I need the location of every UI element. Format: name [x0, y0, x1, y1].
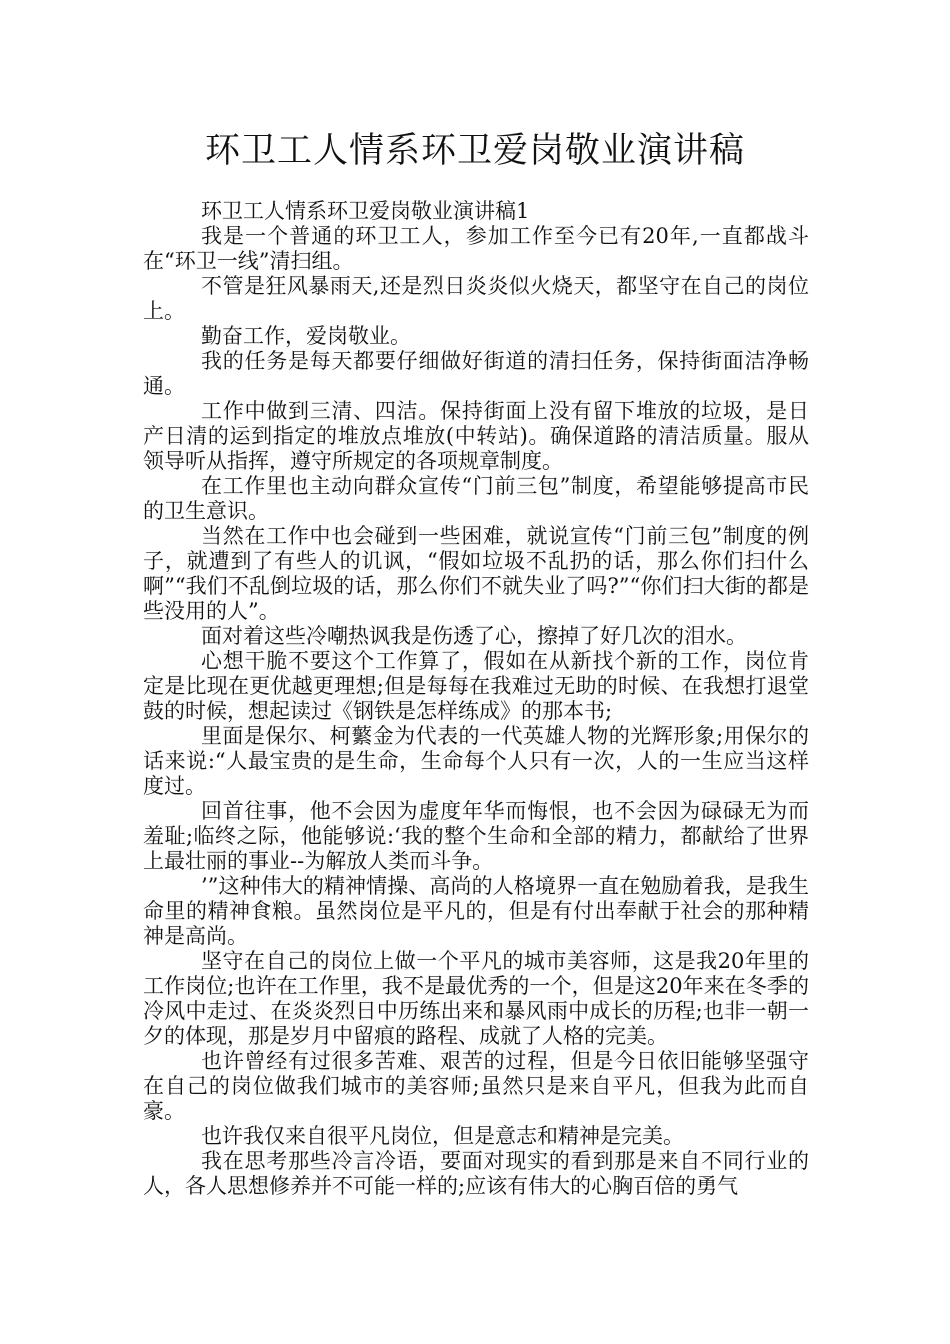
paragraph: 里面是保尔、柯蘩金为代表的一代英雄人物的光辉形象;用保尔的话来说:“人最宝贵的是生命，生命每个人只有一次，人的一生应当这样度过。	[143, 724, 809, 798]
document-title: 环卫工人情系环卫爱岗敬业演讲稿	[204, 131, 745, 171]
paragraph: 回首往事，他不会因为虚度年华而悔恨，也不会因为碌碌无为而羞耻;临终之际，他能够说:‘我的整个生命和全部的精力，都献给了世界上最壮丽的事业--为解放人类而斗争。	[143, 799, 809, 873]
paragraph: 也许我仅来自很平凡岗位，但是意志和精神是完美。	[201, 1124, 684, 1148]
paragraph: 不管是狂风暴雨天,还是烈日炎炎似火烧天，都坚守在自己的岗位上。	[143, 274, 809, 323]
paragraph: 在工作里也主动向群众宣传“门前三包”制度，希望能够提高市民的卫生意识。	[143, 474, 809, 523]
paragraph: 当然在工作中也会碰到一些困难，就说宣传“门前三包”制度的例子，就遭到了有些人的讥讽，“假如垃圾不乱扔的话，那么你们扫什么啊”“我们不乱倒垃圾的话，那么你们不就失业了吗?”“你们扫大街的都是些没用的人”。	[143, 524, 809, 623]
paragraph: 我是一个普通的环卫工人，参加工作至今已有20年,一直都战斗在“环卫一线”清扫组。	[143, 224, 809, 273]
paragraph: 勤奋工作，爱岗敬业。	[201, 324, 411, 348]
paragraph: 坚守在自己的岗位上做一个平凡的城市美容师，这是我20年里的工作岗位;也许在工作里，我不是最优秀的一个，但是这20年来在冬季的冷风中走过、在炎炎烈日中历练出来和暴风雨中成长的历程;也非一朝一夕的体现，那是岁月中留痕的路程、成就了人格的完美。	[143, 949, 809, 1048]
paragraph: 我的任务是每天都要仔细做好街道的清扫任务，保持街面洁净畅通。	[143, 349, 809, 398]
paragraph: ’”这种伟大的精神情操、高尚的人格境界一直在勉励着我，是我生命里的精神食粮。虽然岗位是平凡的，但是有付出奉献于社会的那种精神是高尚。	[143, 874, 809, 948]
paragraph: 心想干脆不要这个工作算了，假如在从新找个新的工作，岗位肯定是比现在更优越更理想;但是每每在我难过无助的时候、在我想打退堂鼓的时候，想起读过《钢铁是怎样练成》的那本书;	[143, 649, 809, 723]
document-body	[143, 199, 809, 1199]
paragraph: 面对着这些冷嘲热讽我是伤透了心，擦掉了好几次的泪水。	[201, 624, 747, 648]
paragraph-subtitle: 环卫工人情系环卫爱岗敬业演讲稿1	[201, 199, 530, 223]
paragraph: 我在思考那些冷言冷语，要面对现实的看到那是来自不同行业的人，各人思想修养并不可能一样的;应该有伟大的心胸百倍的勇气	[143, 1149, 809, 1198]
paragraph: 工作中做到三清、四洁。保持街面上没有留下堆放的垃圾，是日产日清的运到指定的堆放点堆放(中转站)。确保道路的清洁质量。服从领导听从指挥，遵守所规定的各项规章制度。	[143, 399, 809, 473]
paragraph: 也许曾经有过很多苦难、艰苦的过程，但是今日依旧能够坚强守在自己的岗位做我们城市的美容师;虽然只是来自平凡，但我为此而自豪。	[143, 1049, 809, 1123]
